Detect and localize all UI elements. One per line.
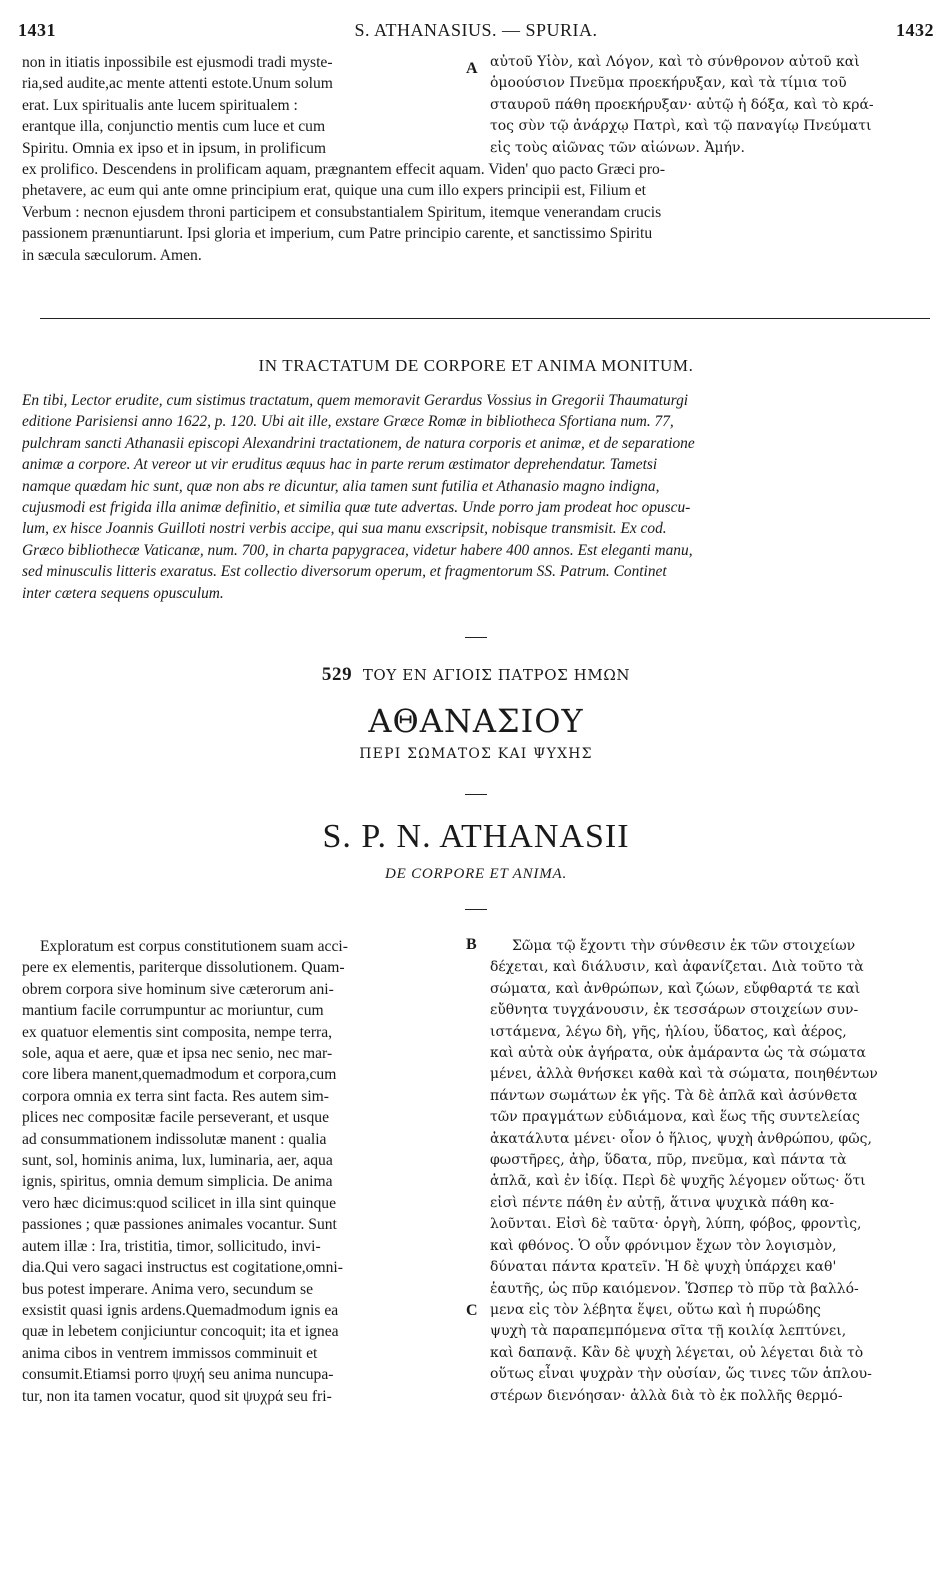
text-line: καὶ αὐτὰ οὐκ ἀγήρατα, οὐκ ἀμάραντα ὡς τὰ σώματα [490,1045,866,1062]
text-line: λοῦνται. Εἰσὶ δὲ ταῦτα· ὀργὴ, λύπη, φόβος, φροντὶς, [490,1216,862,1233]
text-line: εὔθνητα τυγχάνουσιν, ἐκ τεσσάρων στοιχείων συν- [490,1002,859,1019]
text-line: passiones ; quæ passiones animales vocantur. Sunt [22,1216,337,1234]
text-line: quæ in lebetem conjiciuntur concoquit; ita et ignea [22,1323,339,1341]
running-title: S. ATHANASIUS. — SPURIA. [354,20,598,40]
body-greek-column [490,936,930,1407]
text-line: sole, aqua et aere, quæ et ipsa nec senio, nec mar- [22,1045,333,1063]
text-line: σταυροῦ πάθη προεκήρυξαν· αὐτῷ ἡ δόξα, καὶ τὸ κρά- [490,96,874,113]
text-line: ex prolifico. Descendens in prolificam aquam, prægnantem effecit aquam. Viden' quo pacto Græci pro- [22,161,666,178]
text-line: ὁμοούσιον Πνεῦμα προεκήρυξαν, καὶ τὰ τίμια τοῦ [490,75,847,92]
greek-title-text: ΤΟΥ ΕΝ ΑΓΙΟΙΣ ΠΑΤΡΟΣ ΗΜΩΝ [362,666,631,684]
margin-marker-b: B [466,936,477,953]
text-line: phetavere, ac eum qui ante omne principium erat, quique una cum illo expers principii est, Filium et [22,182,647,200]
text-line: στέρων διενόησαν· ἀλλὰ διὰ τὸ ἐκ πολλῆς θερμό- [490,1387,843,1404]
text-line: mantium facile corrumpuntur ac moriuntur, cum [22,1002,324,1020]
short-divider [465,637,487,638]
text-line: ἀκατάλυτα μένει· οἷον ὁ ἥλιος, ψυχὴ ἀνθρώπου, φῶς, [490,1130,872,1147]
text-line: Exploratum est corpus constitutionem suam acci- [40,938,348,955]
text-line: vero hæc dicimus:quod scilicet in illa sint quinque [22,1194,336,1212]
text-line: δύναται πάντα κρατεῖν. Ἡ δὲ ψυχὴ ὑπάρχει καθ' [490,1259,837,1276]
text-line: μένει, ἀλλὰ θνήσκει καθὰ καὶ τὰ σώματα, ποιηθέντων [490,1066,878,1083]
section-divider [40,318,930,319]
text-line: animæ a corpore. At vereor ut vir eruditus æquus hac in parte rerum æstimator deprehendatur. Tametsi [22,456,658,474]
greek-work-title: ΠΕΡΙ ΣΩΜΑΤΟΣ ΚΑΙ ΨΥΧΗΣ [359,746,593,762]
text-line: plices nec compositæ facile perseverant, et usque [22,1109,329,1127]
text-line: tur, non ita tamen vocatur, quod sit ψυχρά seu fri- [22,1387,332,1405]
monitum-heading: IN TRACTATUM DE CORPORE ET ANIMA MONITUM. [258,356,694,375]
text-line: ἑαυτῆς, ὡς πῦρ καιόμενον. Ὥσπερ τὸ πῦρ τὰ βαλλό- [490,1280,859,1297]
text-line: Spiritu. Omnia ex ipso et in ipsum, in prolificum [22,139,327,157]
text-line: ria,sed audite,ac mente attenti estote.Unum solum [22,75,333,93]
monitum-text [22,390,930,604]
running-header [18,20,934,42]
text-line: in sæcula sæculorum. Amen. [22,246,202,264]
latin-work-title: DE CORPORE ET ANIMA. [384,866,568,882]
greek-author-name: ΑΘΑΝΑΣΙΟΥ [368,702,584,740]
text-line: autem illæ : Ira, tristitia, timor, sollicitudo, invi- [22,1237,321,1255]
text-line: Græco bibliothecæ Vaticanæ, num. 700, in charta papygracea, videtur habere 400 annos. Est eleganti manu, [22,541,693,559]
text-line: consumit.Etiamsi porro ψυχή seu anima nuncupa- [22,1366,334,1384]
right-page-number: 1432 [896,20,934,40]
text-line: ad consummationem indissolutæ manent : qualia [22,1130,327,1148]
text-line: lum, ex hisce Joannis Guilloti nostri verbis accipe, qui sua manu exscripsit, nobisque transmisit. Ex cod. [22,520,667,538]
body-latin-column [22,936,452,1407]
text-line: φωστῆρες, ἀὴρ, ὕδατα, πῦρ, πνεῦμα, καὶ πάντα τὰ [490,1152,847,1169]
text-line: σώματα, καὶ ἀνθρώπων, καὶ ζώων, εὔφθαρτά τε καὶ [490,980,861,997]
text-line: namque quædam hic sunt, quæ non abs re dicuntur, alia tamen sunt futilia et Athanasio magno indigna, [22,477,660,495]
text-line: ιστάμενα, λέγω δὴ, γῆς, ἡλίου, ὕδατος, καὶ ἀέρος, [490,1023,847,1040]
text-line: erantque illa, conjunctio mentis cum luce et cum [22,118,326,136]
text-line: pulchram sancti Athanasii episcopi Alexandrini tractationem, de natura corporis et animæ, et de separatione [22,434,695,452]
text-line: ἁπλᾶ, καὶ ἐν ἰδίᾳ. Περὶ δὲ ψυχῆς λέγομεν οὕτως· ὅτι [490,1173,866,1190]
column-number: 529 [321,664,353,685]
text-line: core libera manent,quemadmodum et corpora,cum [22,1066,337,1084]
text-line: En tibi, Lector erudite, cum sistimus tractatum, quem memoravit Gerardus Vossius in Gregorii Thaumaturgi [22,392,689,409]
text-line: sed minusculis litteris exaratus. Est collectio diversorum operum, et fragmentorum SS. Patrum. Continet [22,563,667,581]
short-divider [465,909,487,910]
text-line: sunt, sol, hominis anima, lux, luminaria, aer, aqua [22,1152,333,1170]
text-line: passionem prænuntiarunt. Ipsi gloria et imperium, cum Patre principio carente, et sanctissimo Spiritu [22,225,653,243]
text-line: καὶ δαπανᾷ. Κἂν δὲ ψυχὴ λέγεται, οὐ λέγεται διὰ τὸ [490,1344,864,1361]
margin-marker-c: C [466,1302,478,1319]
text-line: οὕτως εἶναι ψυχρὰν τὴν οὐσίαν, ὥς τινες τῶν ἁπλου- [490,1366,872,1383]
text-line: τῶν πραγμάτων εὐδιάμονα, καὶ ἕως τῆς συντελείας [490,1109,860,1126]
top-latin-column [22,52,452,159]
text-line: ignis, spiritus, omnia demum simplicia. De anima [22,1173,333,1191]
text-line: αὐτοῦ Υἱὸν, καὶ Λόγον, καὶ τὸ σύνθρονον αὐτοῦ καὶ [490,54,860,70]
text-line: καὶ φθόνος. Ὁ οὖν φρόνιμον ἔχων τὸν λογισμὸν, [490,1237,837,1254]
text-line: editione Parisiensi anno 1622, p. 120. Ubi ait ille, exstare Græce Romæ in bibliotheca Sfortiana num. 77, [22,413,674,431]
text-line: erat. Lux spiritualis ante lucem spiritualem : [22,96,298,114]
text-line: Σῶμα τῷ ἔχοντι τὴν σύνθεσιν ἐκ τῶν στοιχείων [512,938,856,954]
text-line: εἰς τοὺς αἰῶνας τῶν αἰώνων. Ἀμήν. [490,139,746,156]
text-line: δέχεται, καὶ διάλυσιν, καὶ ἀφανίζεται. Διὰ τοῦτο τὰ [490,959,864,976]
text-line: bus potest imperare. Anima vero, secundum se [22,1280,314,1298]
text-line: μενα εἰς τὸν λέβητα ἕψει, οὕτω καὶ ἡ πυρώδης [490,1301,821,1318]
text-line: obrem corpora sive hominum sive cæterorum ani- [22,980,334,998]
text-line: pere ex elementis, pariterque dissolutionem. Quam- [22,959,345,977]
text-line: exsistit quasi ignis ardens.Quemadmodum ignis ea [22,1301,339,1319]
greek-title-line [0,664,952,686]
text-line: cujusmodi est frigida illa animæ definitio, et similia quæ tute advertas. Unde porro jam prodeat hoc opuscu- [22,499,691,517]
text-line: dia.Qui vero sagaci instructus est cogitatione,omni- [22,1259,343,1277]
text-line: corpora omnia ex terra sint facta. Res autem sim- [22,1087,329,1105]
top-greek-column [490,52,930,159]
left-page-number: 1431 [18,20,56,40]
text-line: non in itiatis inpossibile est ejusmodi tradi myste- [22,54,333,71]
text-line: anima cibos in ventrem immissos comminuit et [22,1344,318,1362]
text-line: τος σὺν τῷ ἀνάρχῳ Πατρὶ, καὶ τῷ παναγίῳ Πνεύματι [490,118,872,135]
text-line: inter cætera sequens opusculum. [22,584,224,602]
text-line: πάντων σωμάτων ἐκ γῆς. Τὰ δὲ ἁπλᾶ καὶ ἀσύνθετα [490,1087,858,1104]
margin-marker-a: A [466,60,478,77]
top-full-width-text [22,159,930,266]
text-line: Verbum : necnon ejusdem throni participem et consubstantialem Spiritum, itemque venerandam crucis [22,203,662,221]
text-line: ψυχὴ τὰ παραπεμπόμενα σῖτα τῇ κοιλίᾳ λεπτύνει, [490,1323,847,1340]
text-line: ex quatuor elementis sint composita, nempe terra, [22,1023,333,1041]
latin-author-name: S. P. N. ATHANASII [322,818,630,855]
short-divider [465,794,487,795]
text-line: εἰσὶ πέντε πάθη ἐν αὐτῇ, ἅτινα ψυχικὰ πάθη κα- [490,1194,835,1211]
